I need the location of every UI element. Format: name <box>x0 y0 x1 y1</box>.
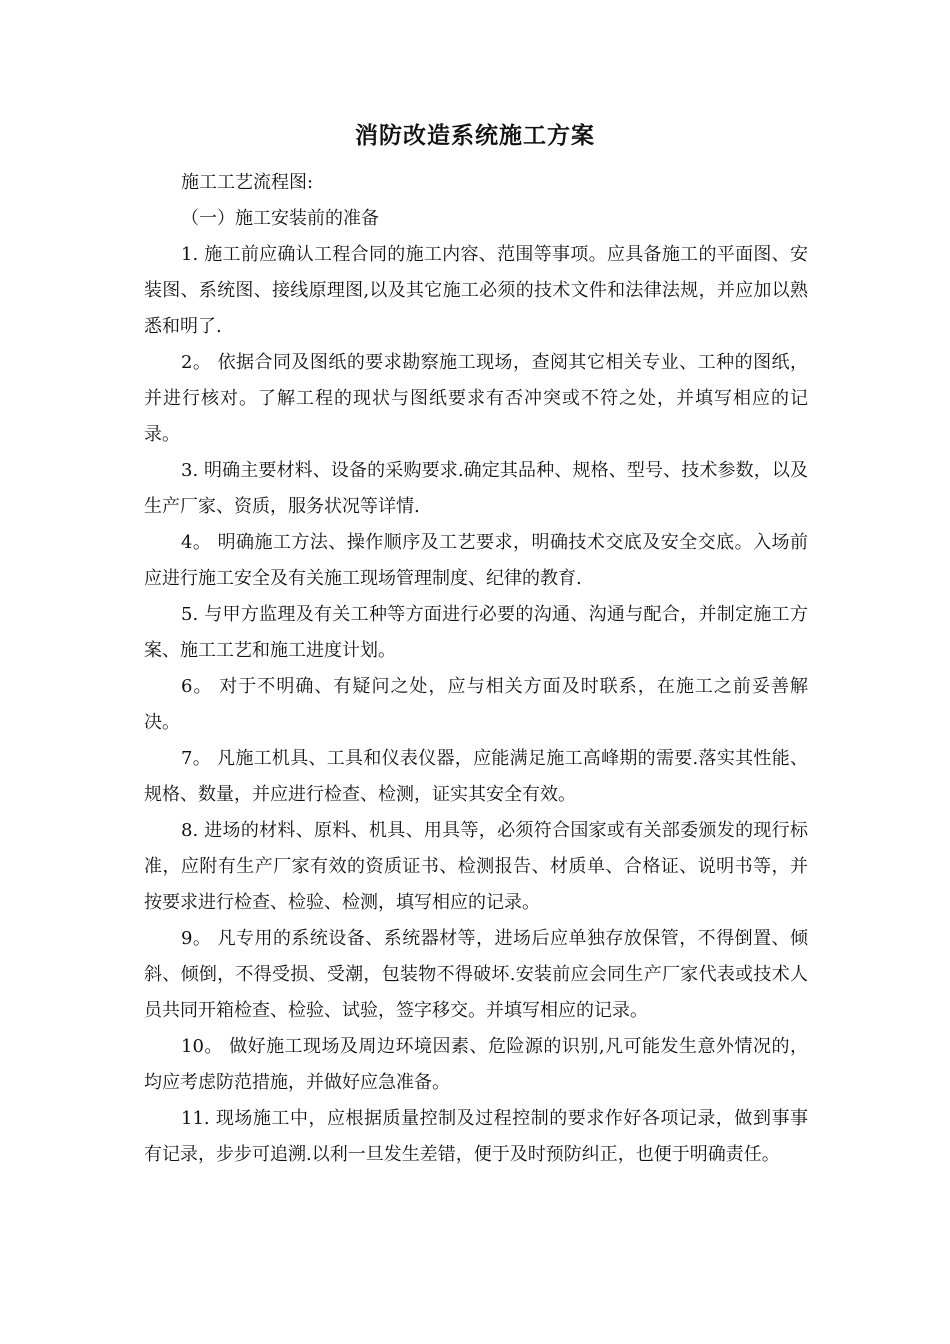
list-item-11: 11. 现场施工中，应根据质量控制及过程控制的要求作好各项记录，做到事事有记录，步步可追溯.以利一旦发生差错，便于及时预防纠正，也便于明确责任。 <box>144 1108 808 1165</box>
list-item-6: 6。 对于不明确、有疑问之处，应与相关方面及时联系，在施工之前妥善解决。 <box>144 676 808 733</box>
intro-line: 施工工艺流程图: <box>181 172 314 193</box>
list-item-3: 3. 明确主要材料、设备的采购要求.确定其品种、规格、型号、技术参数，以及生产厂家、资质，服务状况等详情. <box>144 460 808 517</box>
list-item-2: 2。 依据合同及图纸的要求勘察施工现场，查阅其它相关专业、工种的图纸，并进行核对。了解工程的现状与图纸要求有否冲突或不符之处，并填写相应的记录。 <box>144 352 808 445</box>
list-item-8: 8. 进场的材料、原料、机具、用具等，必须符合国家或有关部委颁发的现行标准，应附有生产厂家有效的资质证书、检测报告、材质单、合格证、说明书等，并按要求进行检查、检验、检测，填写相应的记录。 <box>144 820 808 913</box>
list-item-1: 1. 施工前应确认工程合同的施工内容、范围等事项。应具备施工的平面图、安装图、系统图、接线原理图,以及其它施工必须的技术文件和法律法规，并应加以熟悉和明了. <box>144 244 808 337</box>
document-body <box>144 165 808 1173</box>
list-item-4: 4。 明确施工方法、操作顺序及工艺要求，明确技术交底及安全交底。入场前应进行施工安全及有关施工现场管理制度、纪律的教育. <box>144 532 808 589</box>
document-title: 消防改造系统施工方案 <box>355 122 595 149</box>
section-heading: （一）施工安装前的准备 <box>181 208 379 229</box>
list-item-10: 10。 做好施工现场及周边环境因素、危险源的识别,凡可能发生意外情况的，均应考虑防范措施，并做好应急准备。 <box>144 1036 808 1093</box>
list-item-7: 7。 凡施工机具、工具和仪表仪器，应能满足施工高峰期的需要.落实其性能、规格、数量，并应进行检查、检测，证实其安全有效。 <box>144 748 808 805</box>
list-item-9: 9。 凡专用的系统设备、系统器材等，进场后应单独存放保管，不得倒置、倾斜、倾倒，不得受损、受潮，包装物不得破坏.安装前应会同生产厂家代表或技术人员共同开箱检查、检验、试验，签字移交。并填写相应的记录。 <box>144 928 808 1021</box>
list-item-5: 5. 与甲方监理及有关工种等方面进行必要的沟通、沟通与配合，并制定施工方案、施工工艺和施工进度计划。 <box>144 604 808 661</box>
